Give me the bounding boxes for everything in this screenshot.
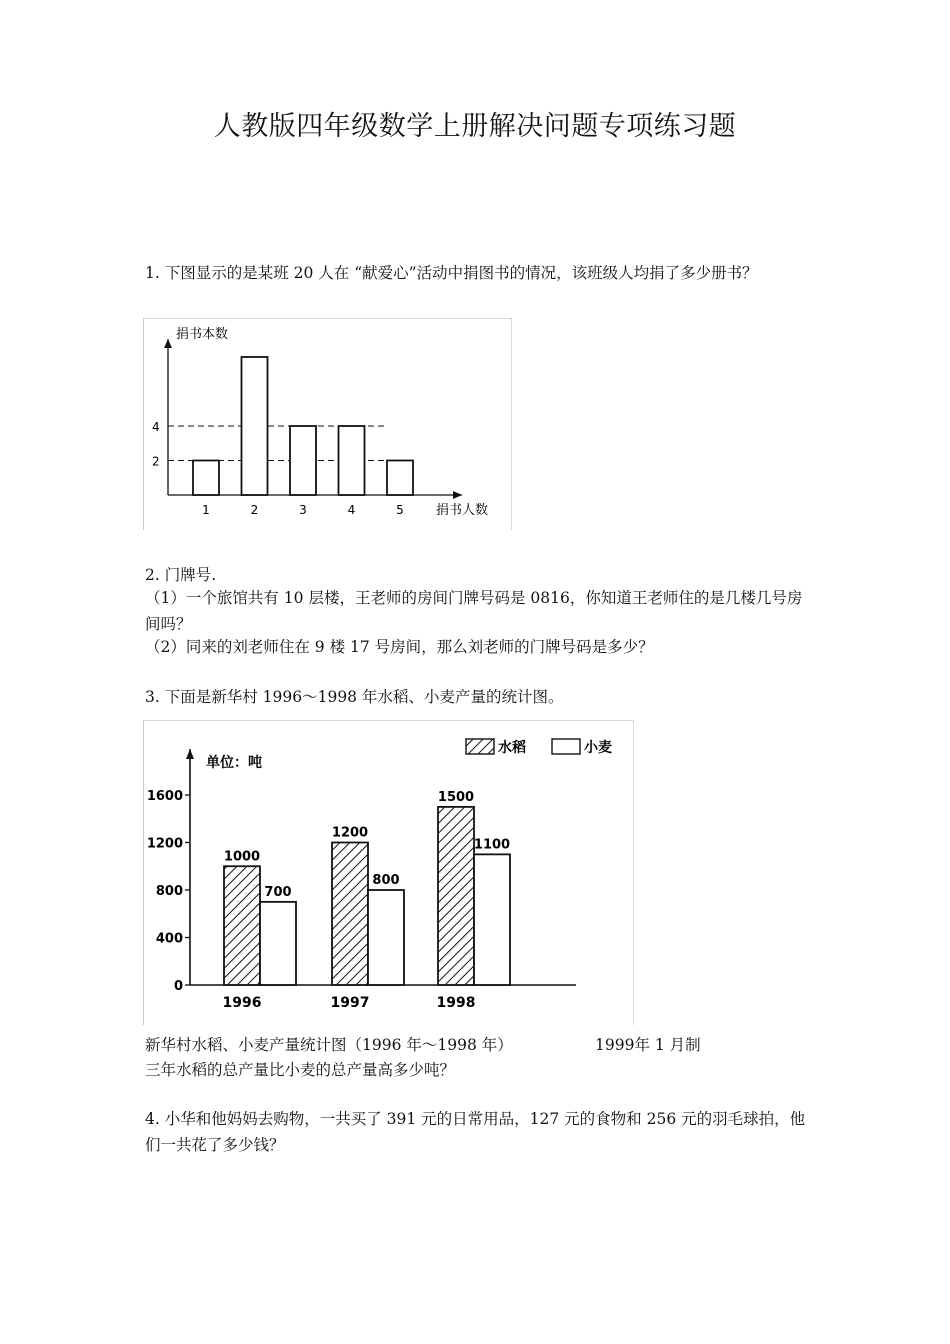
question-3-question: 三年水稻的总产量比小麦的总产量高多少吨？	[145, 1061, 456, 1079]
question-2-part-1: （1）一个旅馆共有 10 层楼，王老师的房间门牌号码是 0816，你知道王老师住的是几楼几号房间吗？	[145, 589, 803, 633]
y-axis-arrow	[186, 749, 194, 759]
y-tick-label-0: 0	[173, 979, 183, 994]
bar-rice-1998	[438, 807, 474, 985]
y-tick-label-2: 2	[152, 454, 160, 469]
x-tick-label-1: 1	[202, 503, 210, 517]
bar-5	[387, 461, 413, 496]
bar-wheat-1998	[474, 854, 510, 985]
data-label-rice-1997: 1200	[331, 825, 369, 841]
page-title: 人教版四年级数学上册解决问题专项练习题	[213, 111, 737, 142]
legend-swatch-rice	[466, 739, 494, 754]
question-2-title: 2. 门牌号.	[145, 566, 217, 584]
x-tick-label-1996: 1996	[222, 995, 262, 1011]
y-tick-label-1600: 1600	[146, 789, 183, 804]
y-tick-label-800: 800	[155, 884, 183, 899]
y-axis-label: 捐书本数	[176, 327, 229, 342]
data-label-wheat-1998: 1100	[473, 837, 511, 853]
legend-label-rice: 水稻	[498, 740, 526, 756]
bar-rice-1997	[332, 843, 368, 986]
data-label-wheat-1997: 800	[372, 873, 400, 888]
y-axis-unit-label: 单位：吨	[206, 755, 262, 771]
bar-1	[193, 461, 219, 496]
y-axis-arrow	[164, 339, 172, 348]
legend-label-wheat: 小麦	[584, 740, 612, 756]
crop-yield-chart	[143, 720, 634, 1025]
chart-caption-date: 1999年 1 月制	[595, 1036, 701, 1054]
x-tick-label-3: 3	[299, 503, 307, 517]
y-tick-label-1200: 1200	[146, 836, 183, 852]
x-tick-label-1997: 1997	[330, 995, 370, 1011]
chart-caption: 新华村水稻、小麦产量统计图（1996 年～1998 年）	[145, 1036, 513, 1054]
y-tick-label-400: 400	[155, 931, 183, 947]
y-tick-label-4: 4	[152, 420, 160, 434]
x-axis-arrow	[453, 491, 462, 499]
bar-3	[290, 426, 316, 495]
question-1-text: 1. 下图显示的是某班 20 人在 “献爱心”活动中捐图书的情况，该班级人均捐了多少册书？	[145, 264, 758, 282]
data-label-wheat-1996: 700	[264, 884, 292, 900]
x-tick-label-4: 4	[347, 503, 356, 517]
bar-wheat-1997	[368, 890, 404, 985]
x-tick-label-1998: 1998	[436, 995, 476, 1011]
bar-4	[339, 426, 365, 495]
x-axis-label: 捐书人数	[436, 503, 489, 518]
donation-chart-svg	[144, 319, 511, 530]
x-tick-label-5: 5	[396, 503, 404, 517]
donation-chart	[143, 318, 512, 530]
question-2-part-2: （2）同来的刘老师住在 9 楼 17 号房间，那么刘老师的门牌号码是多少？	[145, 638, 654, 656]
data-label-rice-1996: 1000	[223, 849, 261, 865]
x-tick-label-2: 2	[250, 503, 259, 517]
question-4-text: 4. 小华和他妈妈去购物，一共买了 391 元的日常用品，127 元的食物和 256 元的羽毛球拍，他们一共花了多少钱？	[145, 1110, 806, 1154]
data-label-rice-1998: 1500	[437, 789, 475, 805]
question-3-text: 3. 下面是新华村 1996～1998 年水稻、小麦产量的统计图。	[145, 688, 564, 706]
crop-yield-chart-svg	[144, 721, 633, 1025]
bar-rice-1996	[224, 866, 260, 985]
bar-wheat-1996	[260, 902, 296, 985]
legend-swatch-wheat	[552, 739, 580, 754]
bar-2	[242, 357, 268, 495]
